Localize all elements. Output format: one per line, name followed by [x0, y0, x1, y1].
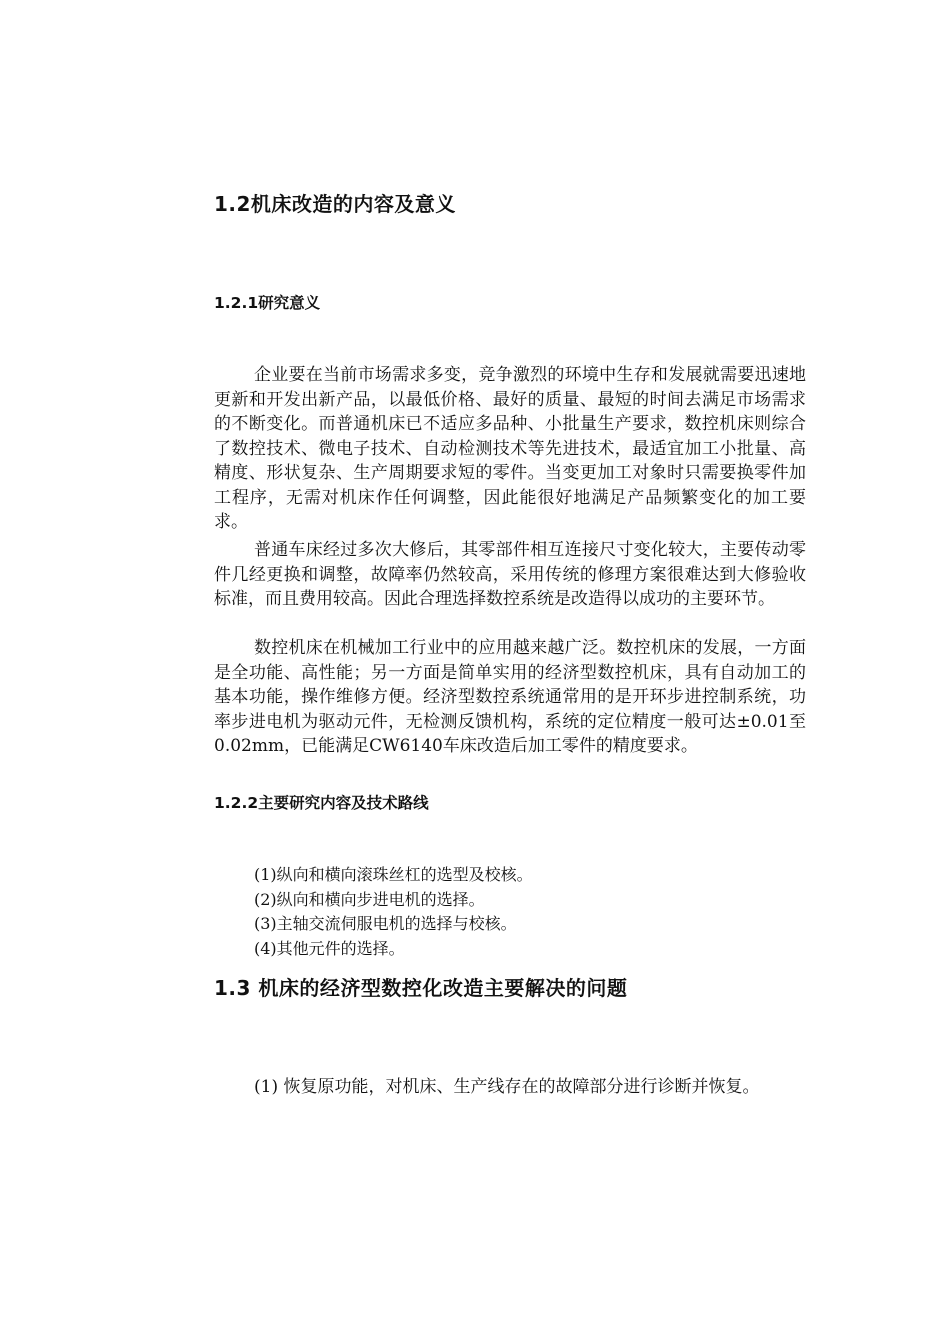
heading-section-1-2-1: 1.2.1研究意义 [214, 294, 321, 312]
list-item-content-3: (3)主轴交流伺服电机的选择与校核。 [254, 914, 517, 933]
list-item-content-1: (1)纵向和横向滚珠丝杠的选型及校核。 [254, 865, 533, 884]
paragraph-research-significance-3: 数控机床在机械加工行业中的应用越来越广泛。数控机床的发展，一方面是全功能、高性能；另一方面是简单实用的经济型数控机床，具有自动加工的基本功能，操作维修方便。经济型数控系统通常用的是开环步进控制系统，功率步进电机为驱动元件，无检测反馈机构，系统的定位精度一般可达±0.01至0.02mm，已能满足CW6140车床改造后加工零件的精度要求。 [214, 638, 806, 756]
heading-section-1-2-2: 1.2.2主要研究内容及技术路线 [214, 794, 429, 812]
paragraph-research-significance-2: 普通车床经过多次大修后，其零部件相互连接尺寸变化较大，主要传动零件几经更换和调整，故障率仍然较高，采用传统的修理方案很难达到大修验收标准，而且费用较高。因此合理选择数控系统是改造得以成功的主要环节。 [214, 540, 806, 609]
heading-section-1-3: 1.3 机床的经济型数控化改造主要解决的问题 [214, 976, 628, 1000]
list-item-content-2: (2)纵向和横向步进电机的选择。 [254, 890, 485, 909]
paragraph-research-significance-1: 企业要在当前市场需求多变，竞争激烈的环境中生存和发展就需要迅速地更新和开发出新产品，以最低价格、最好的质量、最短的时间去满足市场需求的不断变化。而普通机床已不适应多品种、小批量生产要求，数控机床则综合了数控技术、微电子技术、自动检测技术等先进技术，最适宜加工小批量、高精度、形状复杂、生产周期要求短的零件。当变更加工对象时只需要换零件加工程序，无需对机床作任何调整，因此能很好地满足产品频繁变化的加工要求。 [214, 365, 806, 532]
heading-section-1-2: 1.2机床改造的内容及意义 [214, 192, 456, 216]
paragraph-problem-1: (1) 恢复原功能，对机床、生产线存在的故障部分进行诊断并恢复。 [254, 1077, 760, 1097]
list-item-content-4: (4)其他元件的选择。 [254, 939, 405, 958]
